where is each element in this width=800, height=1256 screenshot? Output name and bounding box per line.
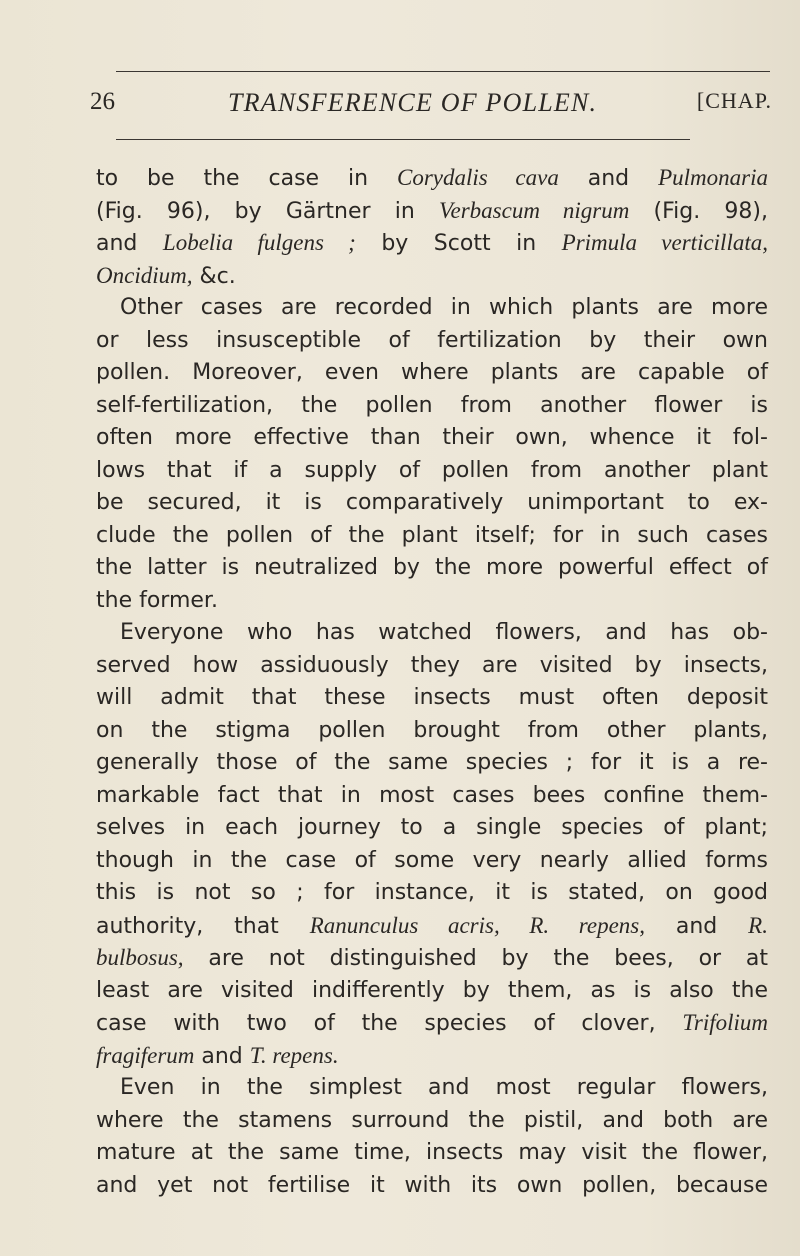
text-run: and [645, 913, 749, 939]
text-line [96, 812, 768, 845]
text-line [96, 422, 768, 455]
text-line [96, 845, 768, 878]
text-run: and [558, 166, 659, 191]
text-run: least are visited indifferently by them, as is also the [96, 977, 768, 1003]
text-line [96, 1040, 768, 1073]
italic-text: Oncidium, [96, 262, 193, 288]
text-run: will admit that these insects must often deposit [96, 685, 768, 710]
text-run: (Fig. 96), by Gärtner in [96, 198, 439, 224]
header-rule-bottom [116, 139, 690, 140]
text-run: to be the case in [96, 166, 397, 191]
text-line [96, 357, 768, 390]
italic-text: T. repens. [249, 1042, 339, 1068]
italic-text: Trifolium [682, 1010, 768, 1035]
chapter-marker: [CHAP. [696, 88, 772, 113]
text-line [96, 1007, 768, 1040]
text-run: markable fact that in most cases bees confine them- [96, 782, 768, 808]
text-run: this is not so ; for instance, it is stated, on good [96, 880, 768, 905]
text-run: the latter is neutralized by the more powerful effect of [96, 555, 768, 580]
text-run: generally those of the same species ; for it is a re- [96, 750, 768, 775]
text-line [96, 715, 768, 748]
text-run: self-fertilization, the pollen from another flower is [96, 392, 768, 418]
text-line [96, 585, 768, 618]
text-run: and [194, 1043, 250, 1069]
text-run: served how assiduously they are visited by insects, [96, 652, 768, 678]
text-run: authority, that [96, 913, 310, 939]
text-line [96, 162, 768, 195]
paragraph-first-line [96, 292, 768, 325]
text-run: &c. [192, 263, 236, 289]
text-line [96, 1137, 768, 1170]
text-run: and [96, 231, 163, 256]
body-text [96, 162, 768, 1202]
running-header [90, 88, 780, 124]
text-line [96, 747, 768, 780]
italic-text: Ranunculus acris, R. repens, [309, 912, 645, 938]
text-run: and yet not fertilise it with its own pollen, because [96, 1172, 768, 1198]
text-line [96, 975, 768, 1008]
text-line [96, 1105, 768, 1138]
italic-text: Corydalis cava [396, 165, 559, 190]
text-line [96, 455, 768, 488]
text-line [96, 780, 768, 813]
text-line [96, 195, 768, 228]
text-run: often more effective than their own, whence it fol- [96, 425, 768, 450]
italic-text: Primula verticillata, [561, 230, 768, 255]
text-run: by Scott in [355, 231, 562, 256]
page-number: 26 [90, 88, 115, 115]
text-line [96, 487, 768, 520]
text-run: (Fig. 98), [629, 198, 768, 224]
text-run: or less insusceptible of fertilization by their own [96, 327, 768, 353]
text-run: Everyone who has watched flowers, and has ob- [120, 620, 768, 645]
running-title: TRANSFERENCE OF POLLEN. [228, 88, 598, 117]
text-run: be secured, it is comparatively unimportant to ex- [96, 490, 768, 515]
text-run: where the stamens surround the pistil, and both are [96, 1107, 768, 1133]
text-run: Even in the simplest and most regular flowers, [120, 1075, 768, 1100]
text-run: lows that if a supply of pollen from another plant [96, 457, 768, 483]
header-rule-top [116, 71, 770, 72]
italic-text: Lobelia fulgens ; [162, 230, 356, 255]
text-line [96, 877, 768, 910]
paragraph-first-line [96, 1072, 768, 1105]
text-line [96, 325, 768, 358]
italic-text: Pulmonaria [658, 165, 768, 190]
text-line [96, 227, 768, 260]
text-run: though in the case of some very nearly allied forms [96, 847, 768, 873]
text-line [96, 260, 768, 293]
text-run: mature at the same time, insects may visit the flower, [96, 1140, 768, 1165]
text-run: the former. [96, 587, 218, 613]
italic-text: R. [748, 912, 768, 938]
text-run: on the stigma pollen brought from other plants, [96, 717, 768, 743]
text-line [96, 1170, 768, 1203]
text-line [96, 552, 768, 585]
italic-text: fragiferum [96, 1042, 195, 1068]
text-line [96, 520, 768, 553]
text-run: selves in each journey to a single species of plant; [96, 815, 768, 840]
paragraph-first-line [96, 617, 768, 650]
italic-text: bulbosus, [96, 945, 184, 970]
text-run: pollen. Moreover, even where plants are capable of [96, 360, 768, 385]
text-line [96, 942, 768, 975]
text-run: clude the pollen of the plant itself; for in such cases [96, 522, 768, 548]
text-line [96, 390, 768, 423]
text-run: case with two of the species of clover, [96, 1011, 683, 1036]
text-line [96, 682, 768, 715]
italic-text: Verbascum nigrum [439, 197, 630, 223]
text-line [96, 650, 768, 683]
text-line [96, 910, 768, 943]
text-run: Other cases are recorded in which plants are more [120, 295, 768, 320]
text-run: are not distinguished by the bees, or at [183, 946, 768, 971]
